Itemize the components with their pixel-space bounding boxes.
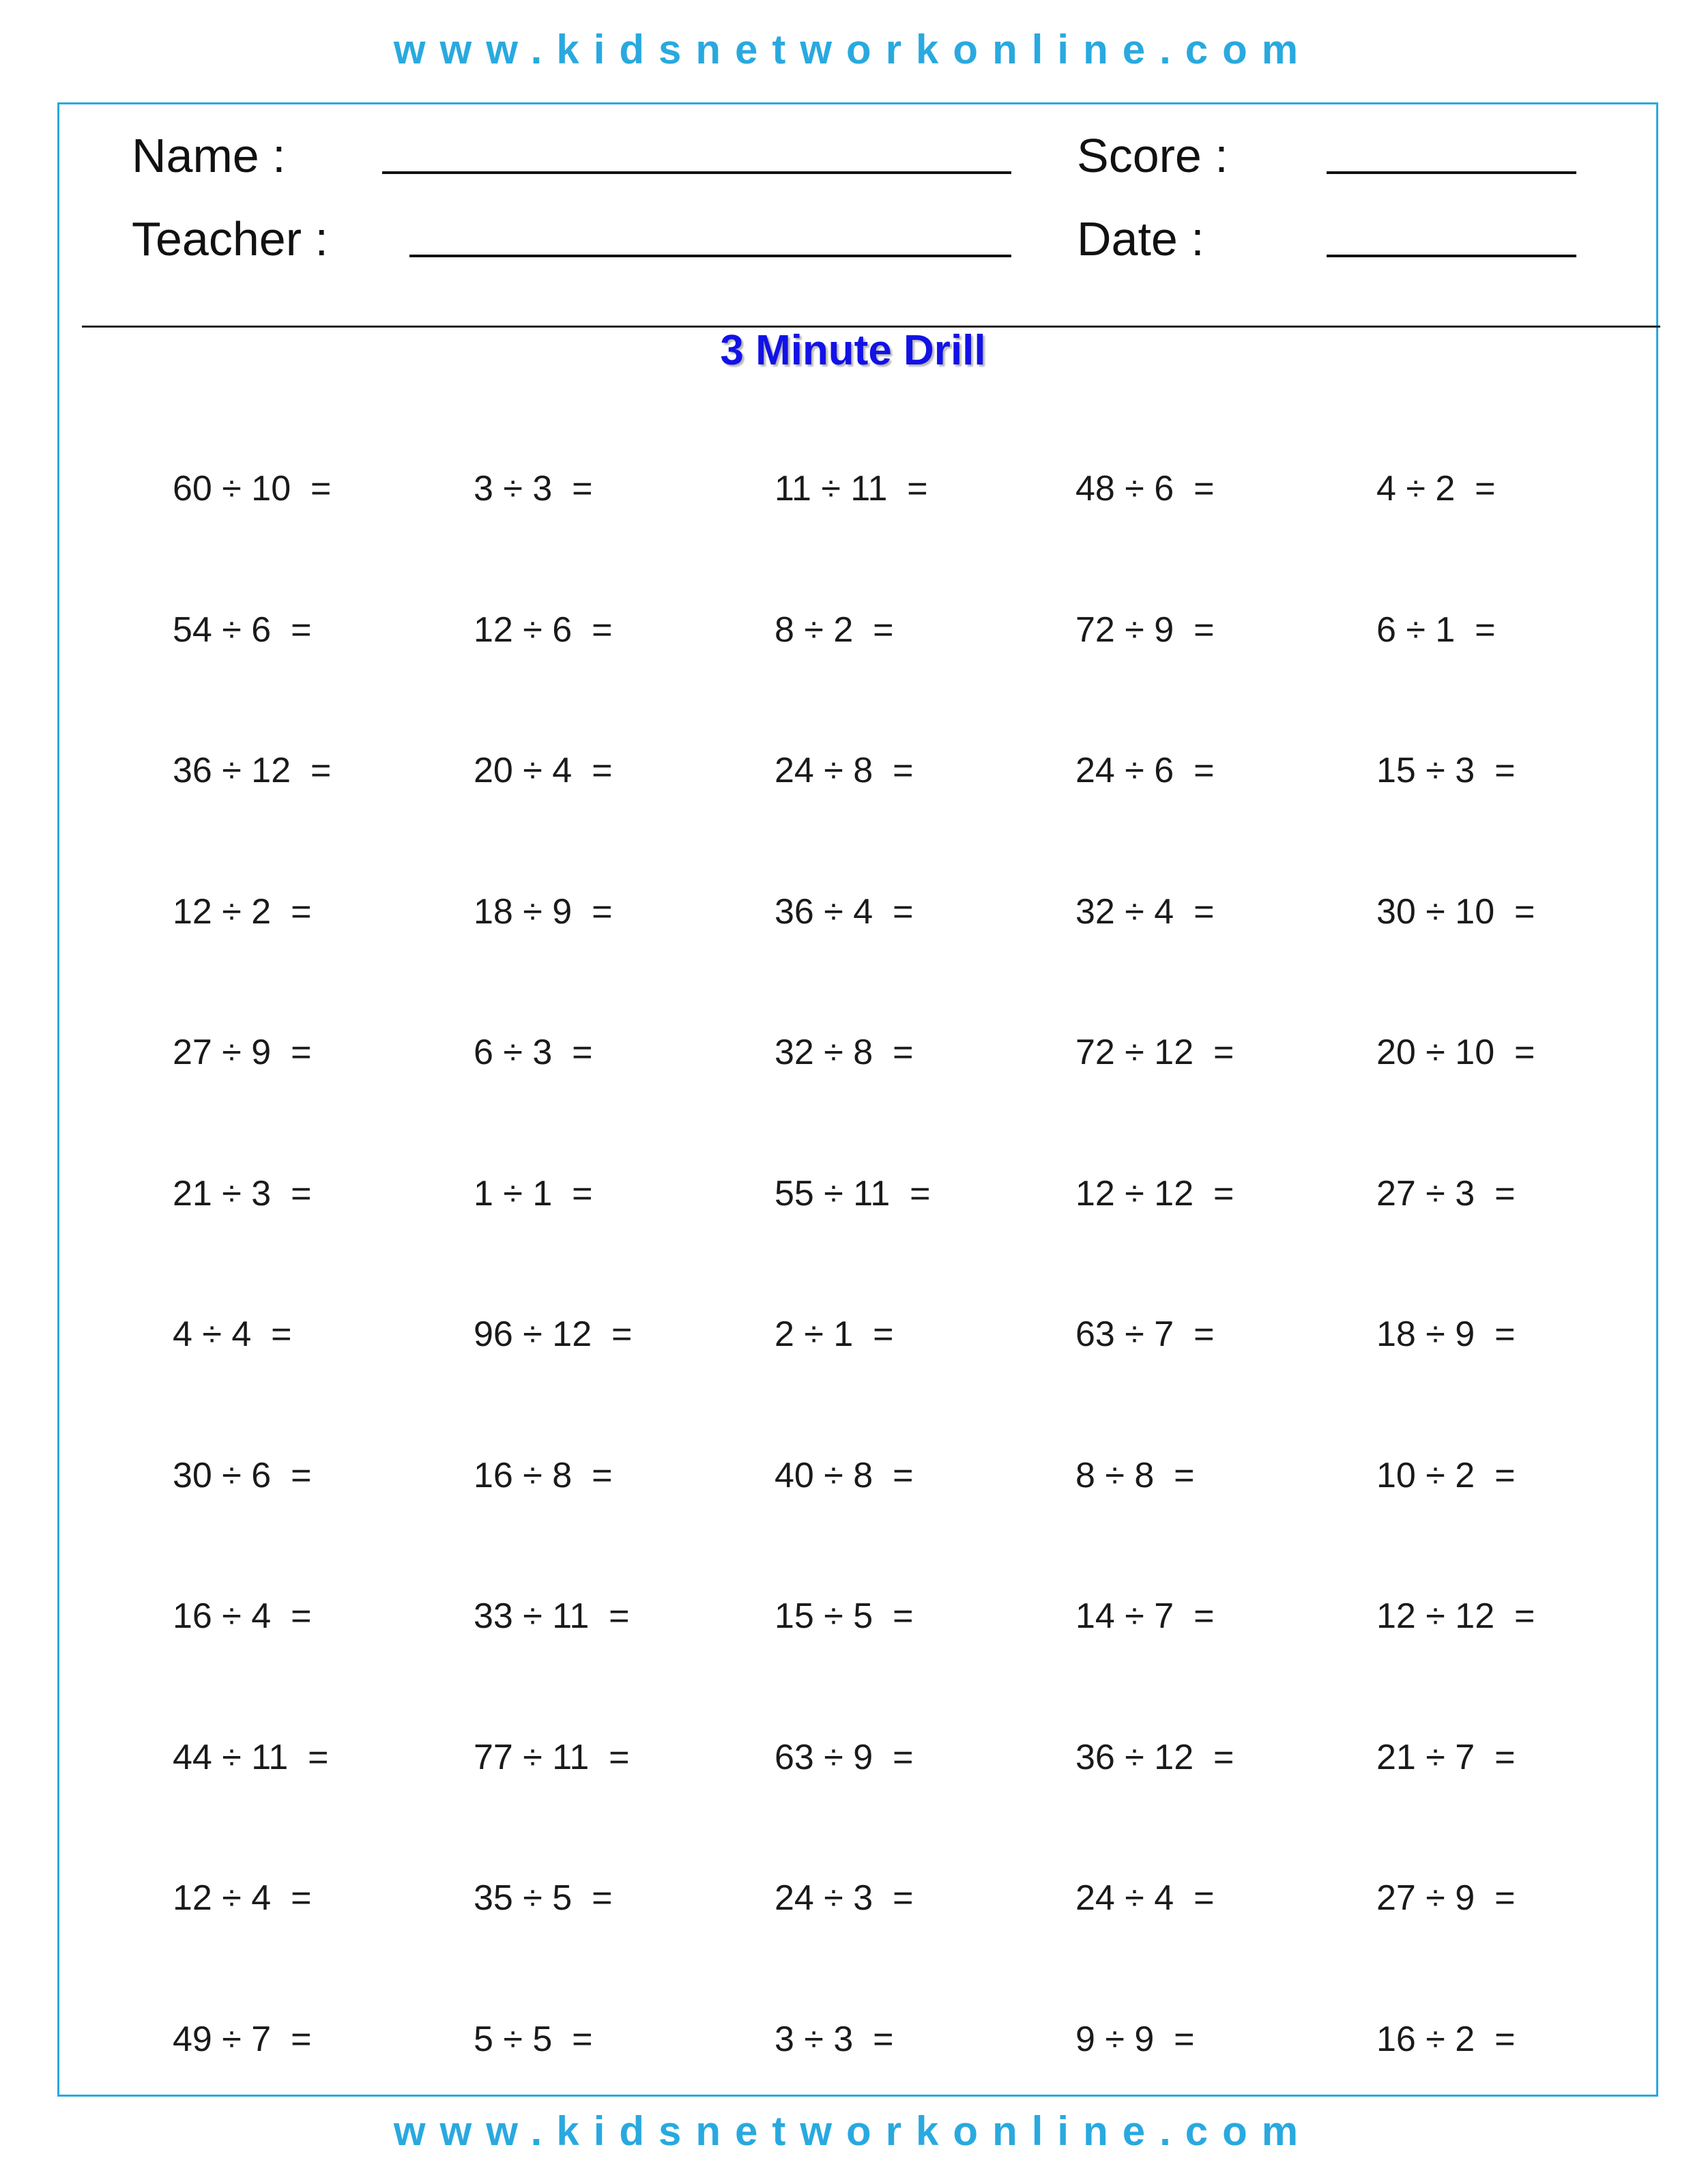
- division-problem: 1 ÷ 1 =: [474, 1174, 593, 1213]
- division-problem: 33 ÷ 11 =: [474, 1596, 630, 1636]
- division-problem: 24 ÷ 8 =: [775, 751, 914, 790]
- division-problem: 96 ÷ 12 =: [474, 1314, 633, 1354]
- division-problem: 72 ÷ 12 =: [1075, 1033, 1234, 1072]
- teacher-field-line[interactable]: [409, 255, 1011, 257]
- division-problem: 14 ÷ 7 =: [1075, 1596, 1215, 1636]
- division-problem: 12 ÷ 12 =: [1075, 1174, 1234, 1213]
- division-problem: 4 ÷ 2 =: [1376, 469, 1496, 508]
- division-problem: 24 ÷ 4 =: [1075, 1878, 1215, 1918]
- date-label: Date :: [1077, 212, 1204, 265]
- division-problem: 72 ÷ 9 =: [1075, 610, 1215, 650]
- division-problem: 11 ÷ 11 =: [775, 469, 928, 508]
- division-problem: 20 ÷ 4 =: [474, 751, 613, 790]
- division-problem: 63 ÷ 7 =: [1075, 1314, 1215, 1354]
- division-problem: 18 ÷ 9 =: [1376, 1314, 1516, 1354]
- division-problem: 21 ÷ 3 =: [173, 1174, 312, 1213]
- division-problem: 18 ÷ 9 =: [474, 892, 613, 932]
- division-problem: 21 ÷ 7 =: [1376, 1738, 1516, 1777]
- division-problem: 30 ÷ 6 =: [173, 1456, 312, 1495]
- division-problem: 16 ÷ 8 =: [474, 1456, 613, 1495]
- drill-title: 3 Minute Drill: [720, 327, 986, 374]
- division-problem: 12 ÷ 6 =: [474, 610, 613, 650]
- division-problem: 49 ÷ 7 =: [173, 2020, 312, 2059]
- division-problem: 48 ÷ 6 =: [1075, 469, 1215, 508]
- teacher-label: Teacher :: [132, 212, 328, 265]
- division-problem: 12 ÷ 4 =: [173, 1878, 312, 1918]
- division-problem: 10 ÷ 2 =: [1376, 1456, 1516, 1495]
- division-problem: 36 ÷ 4 =: [775, 892, 914, 932]
- division-problem: 2 ÷ 1 =: [775, 1314, 894, 1354]
- division-problem: 27 ÷ 3 =: [1376, 1174, 1516, 1213]
- division-problem: 35 ÷ 5 =: [474, 1878, 613, 1918]
- division-problem: 32 ÷ 4 =: [1075, 892, 1215, 932]
- division-problem: 3 ÷ 3 =: [474, 469, 593, 508]
- division-problem: 36 ÷ 12 =: [1075, 1738, 1234, 1777]
- score-field-line[interactable]: [1327, 171, 1576, 174]
- name-label: Name :: [132, 129, 286, 182]
- division-problem: 6 ÷ 3 =: [474, 1033, 593, 1072]
- name-field-line[interactable]: [382, 171, 1011, 174]
- division-problem: 12 ÷ 2 =: [173, 892, 312, 932]
- division-problem: 63 ÷ 9 =: [775, 1738, 914, 1777]
- division-problem: 20 ÷ 10 =: [1376, 1033, 1535, 1072]
- division-problem: 77 ÷ 11 =: [474, 1738, 630, 1777]
- division-problem: 32 ÷ 8 =: [775, 1033, 914, 1072]
- division-problem: 16 ÷ 4 =: [173, 1596, 312, 1636]
- division-problem: 60 ÷ 10 =: [173, 469, 332, 508]
- division-problem: 55 ÷ 11 =: [775, 1174, 931, 1213]
- division-problem: 27 ÷ 9 =: [173, 1033, 312, 1072]
- worksheet-frame: [57, 102, 1658, 2097]
- division-problem: 24 ÷ 3 =: [775, 1878, 914, 1918]
- division-problem: 15 ÷ 3 =: [1376, 751, 1516, 790]
- site-url-footer: www.kidsnetworkonline.com: [393, 2108, 1313, 2154]
- division-problem: 36 ÷ 12 =: [173, 751, 332, 790]
- division-problem: 12 ÷ 12 =: [1376, 1596, 1535, 1636]
- date-field-line[interactable]: [1327, 255, 1576, 257]
- division-problem: 5 ÷ 5 =: [474, 2020, 593, 2059]
- division-problem: 16 ÷ 2 =: [1376, 2020, 1516, 2059]
- division-problem: 27 ÷ 9 =: [1376, 1878, 1516, 1918]
- division-problem: 24 ÷ 6 =: [1075, 751, 1215, 790]
- division-problem: 3 ÷ 3 =: [775, 2020, 894, 2059]
- division-problem: 54 ÷ 6 =: [173, 610, 312, 650]
- division-problem: 40 ÷ 8 =: [775, 1456, 914, 1495]
- division-problem: 6 ÷ 1 =: [1376, 610, 1496, 650]
- division-problem: 44 ÷ 11 =: [173, 1738, 329, 1777]
- division-problem: 15 ÷ 5 =: [775, 1596, 914, 1636]
- division-problem: 8 ÷ 2 =: [775, 610, 894, 650]
- score-label: Score :: [1077, 129, 1228, 182]
- site-url-header: www.kidsnetworkonline.com: [393, 27, 1313, 72]
- division-problem: 8 ÷ 8 =: [1075, 1456, 1195, 1495]
- division-problem: 4 ÷ 4 =: [173, 1314, 292, 1354]
- division-problem: 30 ÷ 10 =: [1376, 892, 1535, 932]
- division-problem: 9 ÷ 9 =: [1075, 2020, 1195, 2059]
